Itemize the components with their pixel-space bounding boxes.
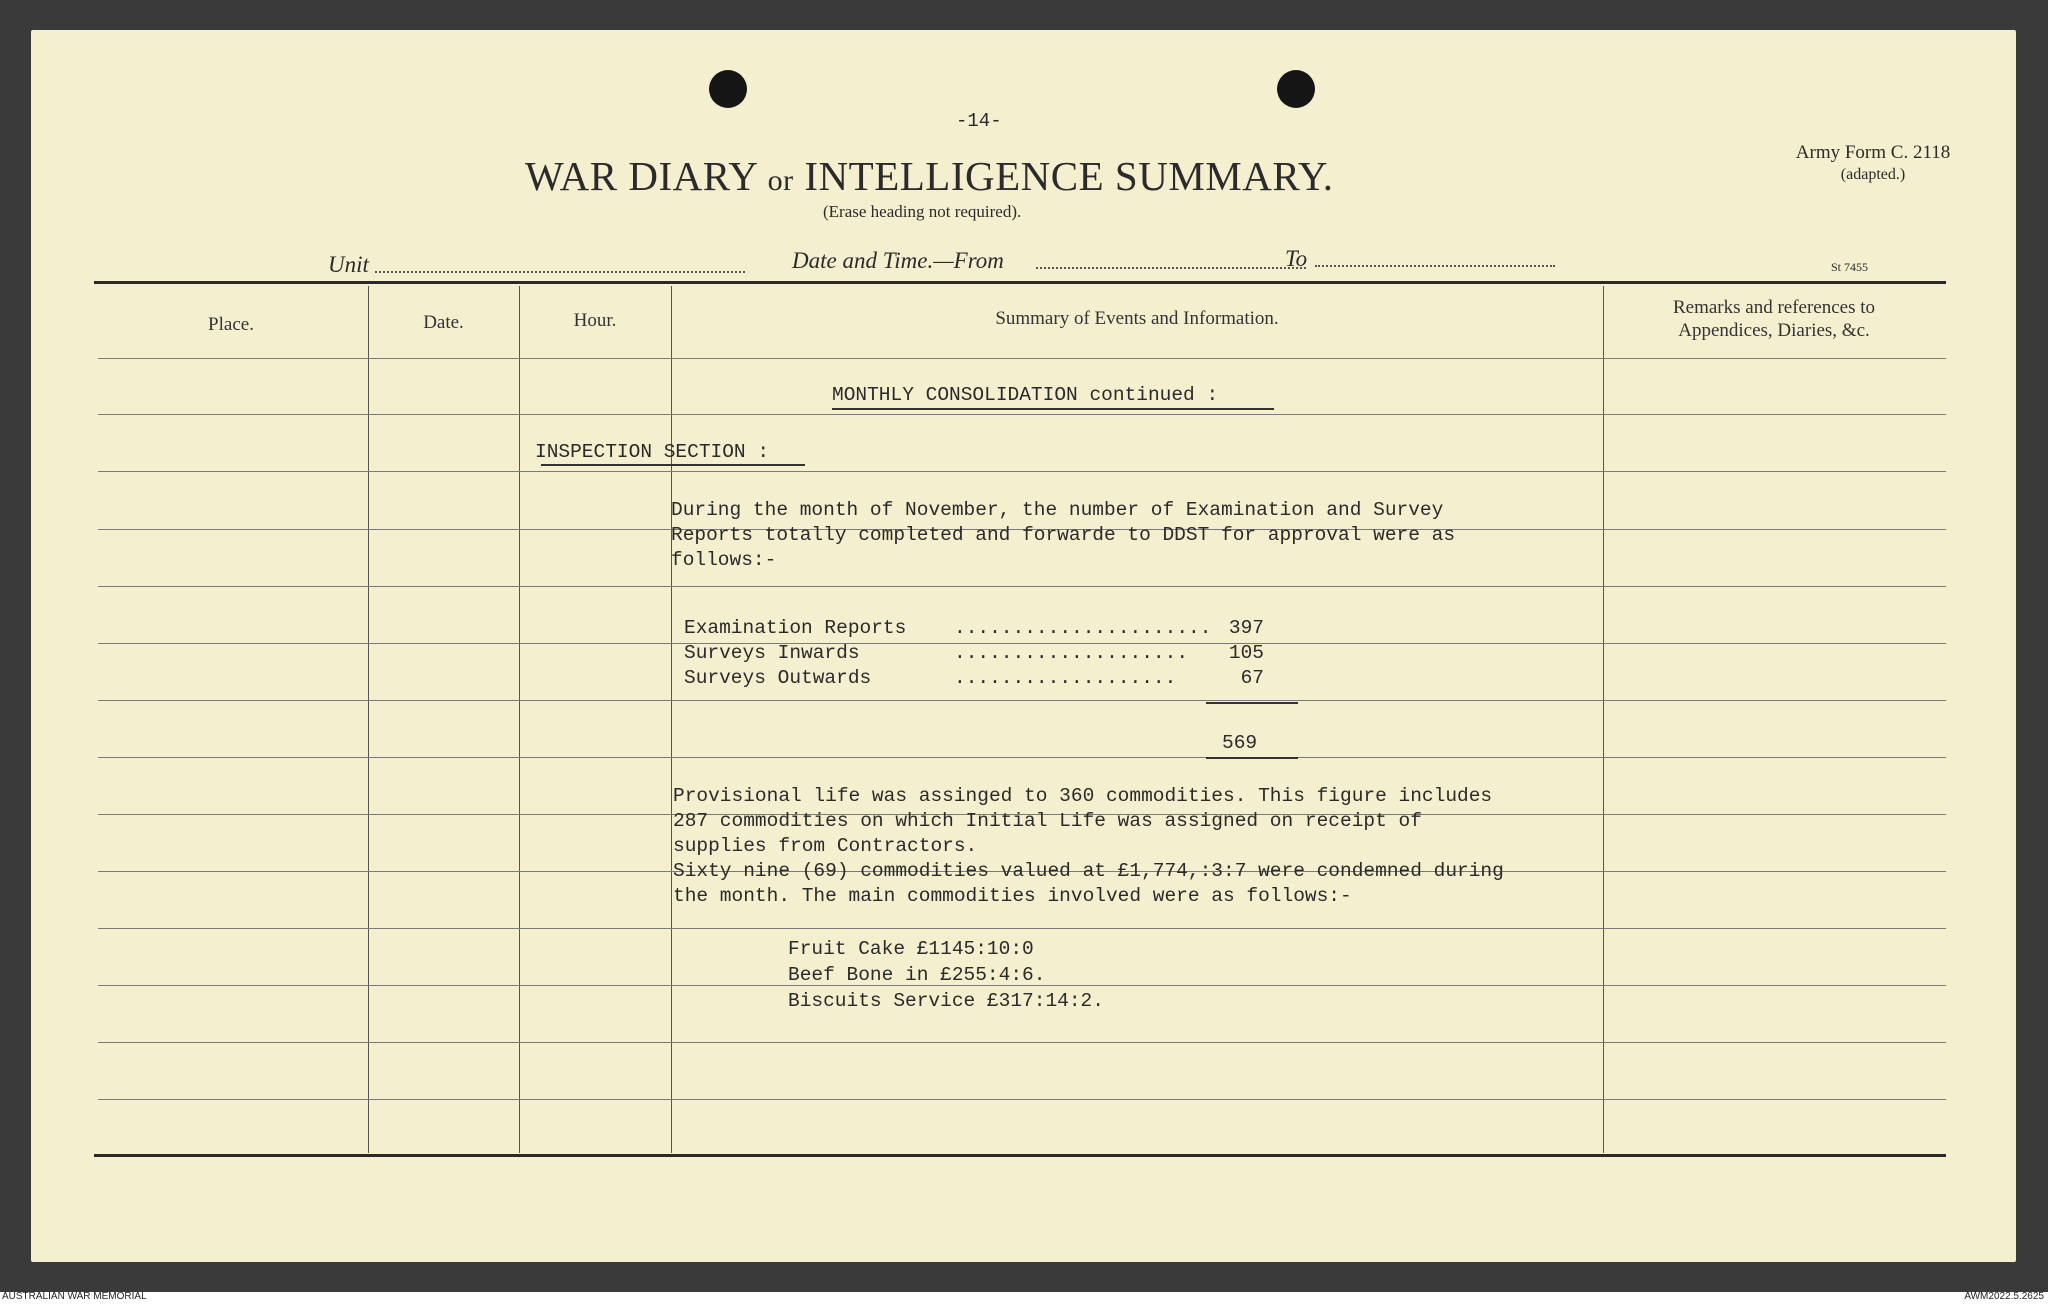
paragraph-line: follows:- <box>671 549 777 571</box>
column-header-remarks <box>1603 296 1945 342</box>
column-header-date: Date. <box>423 312 464 333</box>
table-bottom-rule <box>94 1154 1946 1157</box>
ruled-line <box>98 586 1946 587</box>
ruled-line <box>98 358 1946 359</box>
report-leader-dots: ................... <box>954 667 1177 689</box>
commodity-item: Beef Bone in £255:4:6. <box>788 964 1046 986</box>
footer-accession-number: AWM2022.5.2625 <box>1964 1291 2044 1302</box>
paragraph-line: 287 commodities on which Initial Life was assigned on receipt of <box>673 810 1422 832</box>
to-field-line <box>1315 265 1555 267</box>
paragraph-line: supplies from Contractors. <box>673 835 978 857</box>
report-row <box>684 616 1264 641</box>
punch-hole-left <box>709 70 747 108</box>
paragraph-line: the month. The main commodities involved were as follows:- <box>673 885 1352 907</box>
section-underline <box>541 464 805 466</box>
column-divider-summary <box>1603 286 1604 1153</box>
army-form-number: Army Form C. 2118 <box>1795 142 1951 163</box>
to-label: To <box>1285 246 1308 271</box>
page-number: -14- <box>956 110 1002 132</box>
title-part1: WAR DIARY <box>525 153 757 199</box>
page-title <box>525 152 1334 200</box>
monthly-consolidation-heading: MONTHLY CONSOLIDATION continued : <box>832 384 1219 406</box>
report-value: 67 <box>1240 667 1264 689</box>
unit-field-line <box>375 271 745 273</box>
diary-page <box>31 30 2016 1262</box>
report-value: 397 <box>1228 617 1264 639</box>
column-divider-place <box>368 286 369 1153</box>
ruled-line <box>98 928 1946 929</box>
paragraph-line: Sixty nine (69) commodities valued at £1,774,:3:7 were condemned during <box>673 860 1504 882</box>
provisional-life-paragraph <box>673 784 1504 909</box>
column-divider-hour <box>671 286 672 1153</box>
ruled-line <box>98 1042 1946 1043</box>
report-label: Surveys Inwards <box>684 642 860 664</box>
report-leader-dots: ...................... <box>954 617 1212 639</box>
commodities-list <box>788 936 1104 1014</box>
report-label: Examination Reports <box>684 617 907 639</box>
total-rule-top <box>1206 702 1298 704</box>
remarks-header-line1: Remarks and references to <box>1672 297 1876 318</box>
footer-credit: AUSTRALIAN WAR MEMORIAL <box>2 1291 147 1302</box>
punch-hole-right <box>1277 70 1315 108</box>
heading-underline <box>832 408 1274 410</box>
reports-list <box>684 616 1264 691</box>
column-header-place: Place. <box>208 314 254 335</box>
from-field-line <box>1036 267 1306 269</box>
commodity-item: Fruit Cake £1145:10:0 <box>788 938 1034 960</box>
title-or: or <box>767 164 794 197</box>
total-rule-bottom <box>1206 757 1298 759</box>
remarks-header-line2: Appendices, Diaries, &c. <box>1678 320 1870 341</box>
report-row <box>684 641 1264 666</box>
ruled-line <box>98 757 1946 758</box>
column-header-summary: Summary of Events and Information. <box>995 308 1279 329</box>
column-header-hour: Hour. <box>573 310 617 331</box>
reports-total: 569 <box>1222 732 1258 754</box>
ruled-line <box>98 471 1946 472</box>
examination-paragraph <box>671 498 1455 573</box>
paragraph-line: Provisional life was assinged to 360 commodities. This figure includes <box>673 785 1493 807</box>
stock-number: St 7455 <box>1831 260 1869 274</box>
ruled-line <box>98 1099 1946 1100</box>
inspection-section-heading: INSPECTION SECTION : <box>535 441 770 463</box>
commodity-item: Biscuits Service £317:14:2. <box>788 990 1104 1012</box>
report-leader-dots: .................... <box>954 642 1189 664</box>
ruled-line <box>98 414 1946 415</box>
column-divider-date <box>519 286 520 1153</box>
title-part2: INTELLIGENCE SUMMARY. <box>804 153 1334 199</box>
paragraph-line: Reports totally completed and forwarde to DDST for approval were as <box>671 524 1456 546</box>
adapted-label: (adapted.) <box>1840 166 1906 183</box>
report-label: Surveys Outwards <box>684 667 872 689</box>
report-value: 105 <box>1228 642 1264 664</box>
table-top-rule <box>94 281 1946 284</box>
date-time-label: Date and Time.—From <box>792 248 1004 273</box>
unit-label: Unit <box>328 252 369 277</box>
report-row <box>684 666 1264 691</box>
paragraph-line: During the month of November, the number of Examination and Survey <box>671 499 1444 521</box>
ruled-line <box>98 700 1946 701</box>
subtitle: (Erase heading not required). <box>823 202 1022 221</box>
